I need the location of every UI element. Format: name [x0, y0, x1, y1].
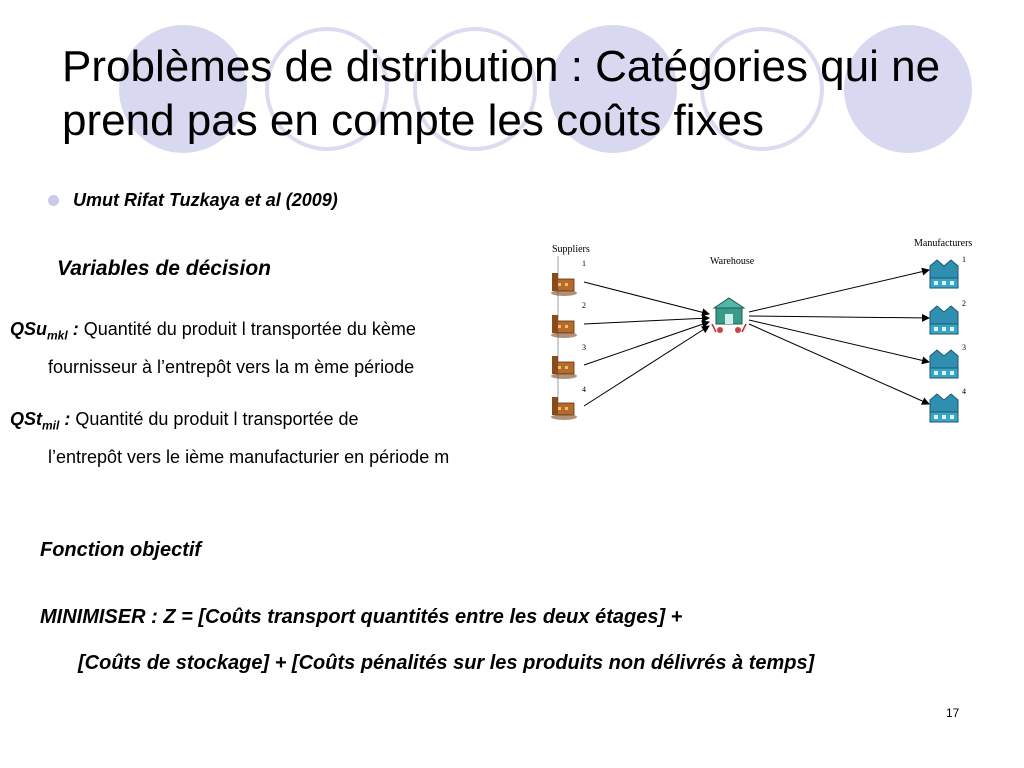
variables-heading: Variables de décision [57, 257, 271, 280]
flow-arrow [749, 316, 929, 318]
supply-chain-diagram [544, 232, 994, 432]
definition-text: Quantité du produit l transportée de [70, 409, 359, 429]
warehouse-node [712, 298, 746, 333]
manufacturer-number: 4 [962, 387, 966, 396]
author-citation: Umut Rifat Tuzkaya et al (2009) [73, 190, 338, 210]
flow-arrow [584, 282, 709, 314]
flow-arrow [749, 324, 929, 404]
flow-arrow [584, 322, 709, 365]
definition-symbol: QSt [10, 409, 43, 429]
manufacturer-node [930, 299, 966, 334]
supplier-number: 1 [582, 259, 586, 268]
flow-arrow [749, 270, 929, 312]
supplier-node [551, 385, 586, 420]
suppliers-label: Suppliers [552, 244, 590, 255]
definition-separator: : [67, 319, 79, 339]
flow-arrow [584, 326, 709, 406]
author-bullet [48, 190, 338, 211]
definition-subscript: mil [42, 418, 60, 433]
objective-continued: [Coûts de stockage] + [Coûts pénalités sur les produits non délivrés à temps] [78, 652, 815, 674]
definition-separator: : [59, 409, 71, 429]
definition-text: Quantité du produit l transportée du kème [78, 319, 416, 339]
supplier-number: 4 [582, 385, 586, 394]
definition-qsu [10, 314, 535, 383]
manufacturer-node [930, 387, 966, 422]
manufacturer-number: 1 [962, 255, 966, 264]
manufacturers-label: Manufacturers [914, 238, 973, 249]
definition-qst [10, 404, 535, 473]
definition-subscript: mkl [47, 328, 68, 343]
supplier-node [551, 301, 586, 338]
flow-arrow [584, 318, 709, 324]
manufacturer-number: 2 [962, 299, 966, 308]
warehouse-label: Warehouse [710, 256, 755, 267]
flow-arrow [749, 320, 929, 362]
objective-first-line: MINIMISER : Z = [Coûts transport quantités entre les deux étages] + [40, 606, 683, 628]
supplier-number: 3 [582, 343, 586, 352]
definition-text-continued: fournisseur à l’entrepôt vers la m ème période [48, 356, 415, 377]
definition-text-continued: l’entrepôt vers le ième manufacturier en période m [48, 446, 450, 467]
page-title: Problèmes de distribution : Catégories qui ne prend pas en compte les coûts fixes [62, 42, 941, 145]
objective-function [40, 594, 900, 686]
bullet-icon [48, 195, 59, 206]
manufacturer-number: 3 [962, 343, 966, 352]
manufacturer-node [930, 343, 966, 378]
supplier-number: 2 [582, 301, 586, 310]
manufacturer-node [930, 255, 966, 288]
objective-heading: Fonction objectif [40, 539, 202, 561]
supplier-node [551, 259, 586, 296]
definition-symbol: QSu [10, 319, 48, 339]
page-number: 17 [946, 706, 960, 720]
supplier-node [551, 343, 586, 379]
